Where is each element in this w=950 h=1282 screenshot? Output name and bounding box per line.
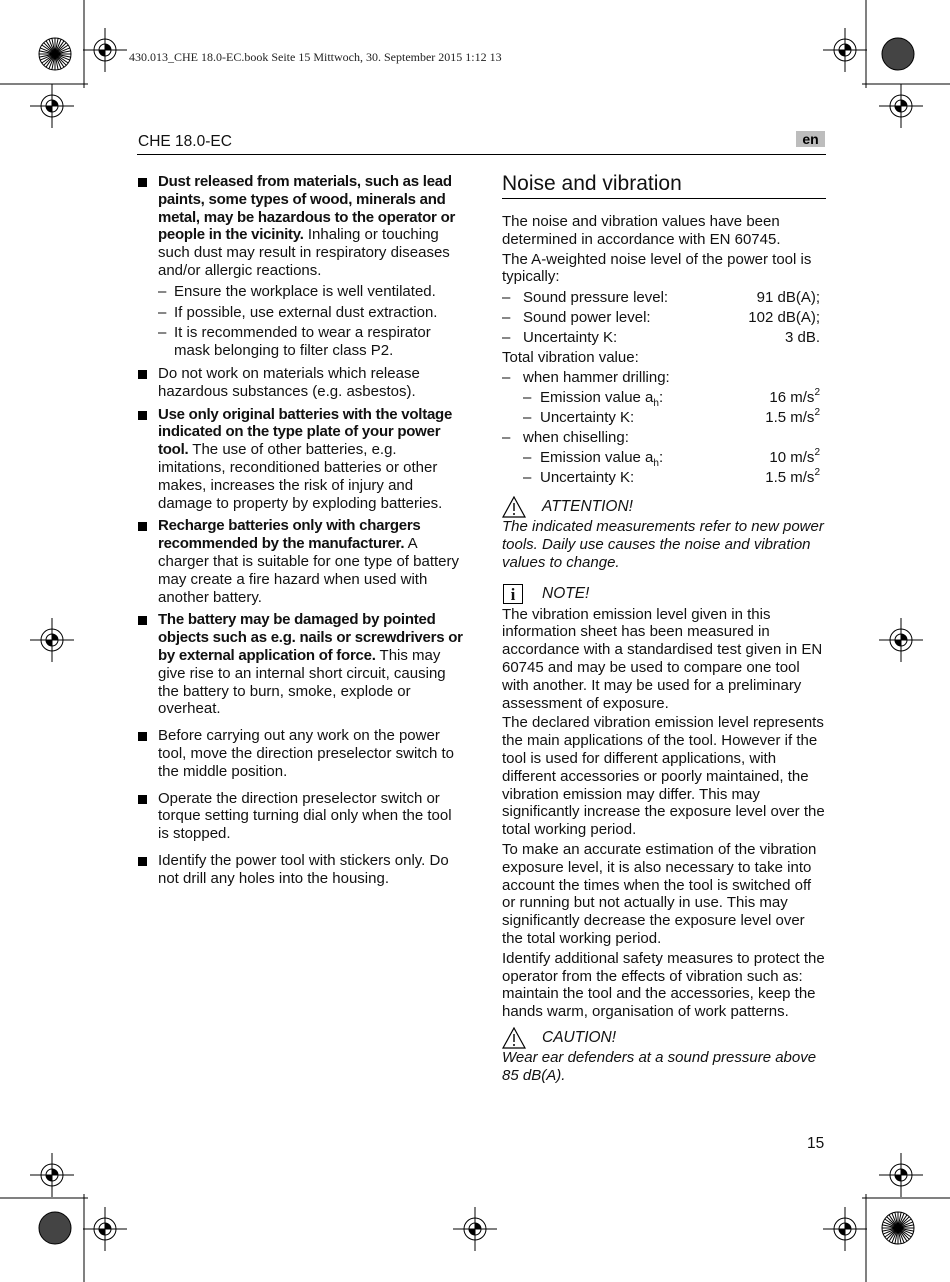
attention-title: ATTENTION! [542,498,633,516]
item-text: Identify the power tool with stickers only. Do not drill any holes into the housing. [158,851,449,887]
list-item [138,517,463,606]
noise-value: 3 dB. [784,329,820,347]
bold-lead: Dust released from materials, such as lead paints, some types of wood, minerals and metal, may be hazardous to the operator or people in the vicinity. [158,173,456,244]
noise-label: Uncertainty K: [523,329,618,347]
item-text: Do not work on materials which release hazardous substances (e.g. asbestos). [158,364,420,400]
print-info-line: 430.013_CHE 18.0-EC.book Seite 15 Mittwoch, 30. September 2015 1:12 13 [129,50,502,64]
bold-lead: Recharge batteries only with chargers recommended by the manufacturer. [158,517,421,553]
chisel-heading-row: – when chiselling: [502,429,629,447]
chisel-emission-row: – Emission value $a_h$: 10 $m/s^2$ [523,447,820,470]
noise-label: Sound pressure level: [523,289,669,307]
chisel-uncertainty-row: – Uncertainty K: 1.5 $m/s^2$ [523,467,820,487]
item-text: This may give rise to an internal short circuit, causing the battery to burn, smoke, explode or overheat. [158,646,446,718]
sub-item: – Ensure the workplace is well ventilated. [158,283,463,301]
intro-paragraph: The A-weighted noise level of the power tool is typically: [502,250,812,286]
item-text: The use of other batteries, e.g. imitations, reconditioned batteries or other makes, increases the risk of injury and damage to property by exploding batteries. [158,441,443,512]
item-text: Inhaling or touching such dust may result in respiratory diseases and/or allergic reactions. [158,226,450,279]
list-item [138,173,463,360]
model-title: CHE 18.0-EC [138,133,232,150]
attention-text: The indicated measurements refer to new power tools. Daily use causes the noise and vibration values to change. [502,518,824,571]
page-number: 15 [807,1135,825,1152]
safety-instructions [138,173,463,892]
list-item [138,790,463,843]
note-paragraph: Identify additional safety measures to protect the operator from the effects of vibration such as: maintain the tool and the accessories, keep the hands warm, organisation of work patterns. [502,949,825,1021]
list-item [138,611,463,718]
attention-block [502,496,826,518]
sub-item: – It is recommended to wear a respirator mask belonging to filter class P2. [158,324,463,360]
bold-lead: Use only original batteries with the voltage indicated on the type plate of your power tool. [158,405,453,459]
warning-triangle-icon [502,496,526,518]
list-item [138,852,463,888]
hammer-uncertainty-row: – Uncertainty K: 1.5 $m/s^2$ [523,407,820,427]
warning-triangle-icon [502,1027,526,1049]
note-paragraph: The vibration emission level given in this information sheet has been measured in accordance with a standardised test given in EN 60745 and may be used to compare one tool with another. It may be used for a preliminary assessment of exposure. [502,605,823,712]
caution-title: CAUTION! [542,1028,617,1046]
note-title: NOTE! [542,584,590,602]
sub-item: – If possible, use external dust extraction. [158,304,463,322]
bold-lead: The battery may be damaged by pointed objects such as e.g. nails or screwdrivers or by external application of force. [158,611,463,664]
hammer-emission-row: – Emission value $a_h$: 16 $m/s^2$ [523,387,820,410]
item-text: Operate the direction preselector switch or torque setting turning dial only when the tool is stopped. [158,789,452,843]
hammer-heading-row: – when hammer drilling: [502,369,670,387]
info-icon: i [503,584,523,604]
header-rule [137,154,826,155]
note-paragraph: The declared vibration emission level represents the main applications of the tool. However if the tool is used for different applications, with different accessories or poorly maintained, the vibration emission may differ. This may significantly increase the exposure level over the total working period. [502,714,825,839]
noise-row: – Uncertainty K: 3 dB. [502,329,820,347]
caution-block [502,1027,826,1049]
language-badge: en [796,131,825,147]
item-text: A charger that is suitable for one type of battery may create a fire hazard when used with another battery. [158,535,460,606]
noise-row: – Sound power level: 102 dB(A); [502,309,820,327]
note-paragraph: To make an accurate estimation of the vibration exposure level, it is also necessary to take into account the times when the tool is switched off or running but not actually in use. This may significantly decrease the exposure level over the total working period. [502,840,817,947]
intro-paragraph: The noise and vibration values have been determined in accordance with EN 60745. [502,213,781,248]
noise-value: 91 dB(A); [756,289,820,307]
noise-vibration-section [502,171,826,1087]
list-item [138,365,463,401]
section-title: Noise and vibration [502,171,826,199]
note-block [502,584,826,606]
caution-text: Wear ear defenders at a sound pressure above 85 dB(A). [502,1048,817,1084]
item-text: Before carrying out any work on the power tool, move the direction preselector switch to the middle position. [158,727,454,780]
list-item [138,727,463,780]
noise-label: Sound power level: [523,309,651,327]
noise-row: – Sound pressure level: 91 dB(A); [502,289,820,307]
list-item [138,406,463,513]
vibration-heading: Total vibration value: [502,349,639,367]
noise-value: 102 dB(A); [748,309,820,327]
